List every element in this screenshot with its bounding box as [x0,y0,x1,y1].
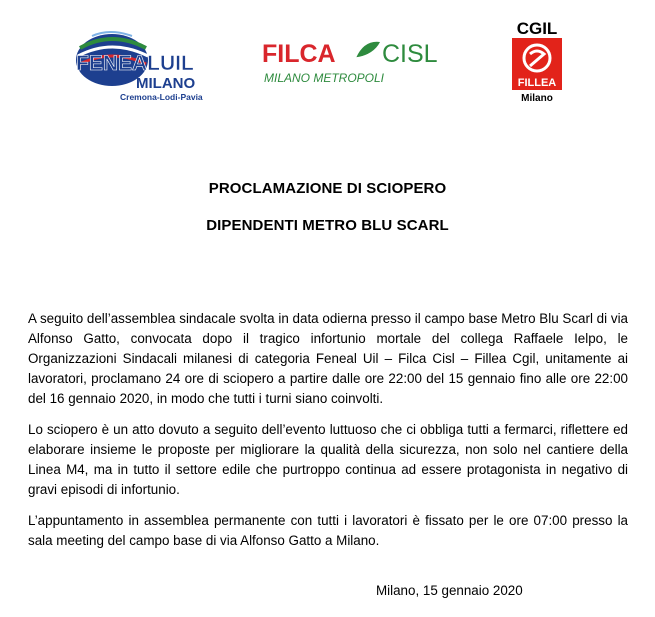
paragraph-3: L’appuntamento in assemblea permanente con tutti i lavoratori è fissato per le ore 07:00 presso la sala meeting del campo base di via Alfonso Gatto a Milano. [28,513,628,548]
feneal-line3: Cremona-Lodi-Pavia [120,92,203,102]
feneal-line1: FENEALUIL [76,52,194,75]
filca-cisl-logo [262,34,444,86]
document-subtitle: DIPENDENTI METRO BLU SCARL [206,217,449,234]
feneal-line2: MILANO [136,75,196,92]
cgil-fillea-logo [508,18,566,104]
fillea-top: CGIL [516,19,558,38]
date-signature: Milano, 15 gennaio 2020 [376,583,523,598]
paragraph-1: A seguito dell’assemblea sindacale svolta in data odierna presso il campo base Metro Blu Scarl di via Alfonso Gatto, convocata dopo il tragico infortunio mortale del collega Raffaele Ielpo, le Organizzazioni Sindacali milanesi di categoria Feneal Uil – Filca Cisl – Fillea Cgil, unitamente ai lavoratori, proclamano 24 ore di sciopero a partire dalle ore 22:00 del 15 gennaio fino alle ore 22:00 del 16 gennaio 2020, in modo che tutti i turni siano coinvolti. [28,311,628,406]
filca-brand: FILCA [262,40,336,68]
document-title: PROCLAMAZIONE DI SCIOPERO [208,180,447,197]
filca-sub: MILANO METROPOLI [264,71,385,85]
fillea-city: Milano [521,93,553,104]
feneal-uil-logo [70,26,220,104]
filca-cisl: CISL [382,40,438,68]
fillea-name: FILLEA [517,77,557,89]
paragraph-2: Lo sciopero è un atto dovuto a seguito dell’evento luttuoso che ci obbliga tutti a fermarci, riflettere ed elaborare insieme le proposte per migliorare la qualità della sicurezza, non solo nel cantiere della Linea M4, ma in tutto il settore edile che purtroppo continua ad essere protagonista in negativo di gravi episodi di infortunio. [28,422,628,497]
